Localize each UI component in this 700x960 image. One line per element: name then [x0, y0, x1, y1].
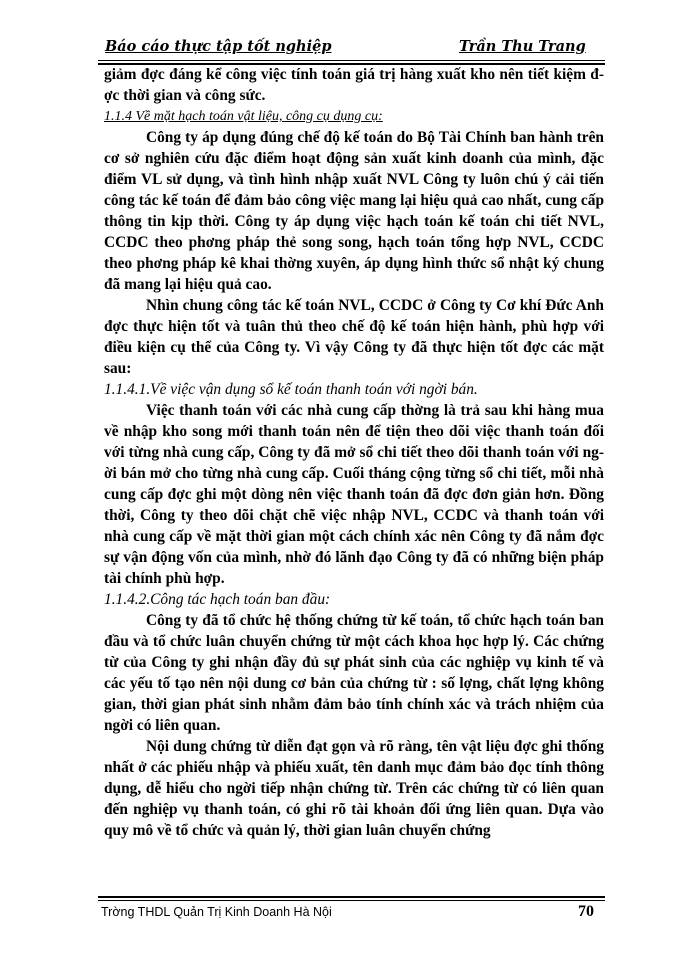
section-heading-1-1-4: 1.1.4 Về mặt hạch toán vật liệu, công cụ dụng cụ:: [104, 109, 383, 124]
footer-school: Trờng THDL Quản Trị Kinh Doanh Hà Nội: [101, 905, 332, 919]
header-rule: [98, 60, 605, 61]
paragraph: Nhìn chung công tác kế toán NVL, CCDC ở Công ty Cơ khí Đức Anh đợc thực hiện tốt và tuân thủ theo chế độ kế toán hiện hành, phù hợp với điều kiện cụ thể của Công ty. Vì vậy Công ty đã thực hiện tốt đợc các mặt sau:: [104, 297, 604, 377]
paragraph: Việc thanh toán với các nhà cung cấp thờng là trả sau khi hàng mua về nhập kho song mới thanh toán nên để tiện theo dõi việc thanh toán đối với từng nhà cung cấp, Công ty đã mở sổ chi tiết theo dõi thanh toán với ngời bán mở cho từng nhà cung cấp. Cuối tháng cộng từng sổ chi tiết, mỗi nhà cung cấp đợc ghi một dòng nên việc thanh toán đã đợc đơn giản hơn. Đồng thời, Công ty theo dõi chặt chẽ việc nhập NVL, CCDC và thanh toán với nhà cung cấp về mặt thời gian một cách chính xác nên Công ty đã nắm đợc sự vận động vốn của mình, nhờ đó lãnh đạo Công ty đã có những biện pháp tài chính phù hợp.: [104, 402, 604, 587]
paragraph: Công ty đã tổ chức hệ thống chứng từ kế toán, tổ chức hạch toán ban đầu và tổ chức luân chuyển chứng từ một cách khoa học hợp lý. Các chứng từ của Công ty ghi nhận đầy đủ sự phát sinh của các nghiệp vụ kinh tế và các yếu tố tạo nên nội dung cơ bản của chứng từ : số lợng, chất lợng không gian, thời gian phát sinh nhằm đảm bảo tính chính xác và trách nhiệm của ngời có liên quan.: [104, 612, 604, 734]
header-author: Trần Thu Trang: [459, 38, 586, 55]
header-title: Báo cáo thực tập tốt nghiệp: [105, 38, 332, 55]
paragraph: Công ty áp dụng đúng chế độ kế toán do Bộ Tài Chính ban hành trên cơ sở nghiên cứu đặc điểm hoạt động sản xuất kinh doanh của mình, đặc điểm VL sử dụng, và tình hình nhập xuất NVL Công ty luôn chú ý cải tiến công tác kế toán để đảm bảo công việc mang lại hiệu quả cao nhất, cung cấp thông tin kịp thời. Công ty áp dụng việc hạch toán kế toán chi tiết NVL, CCDC theo phơng pháp thẻ song song, hạch toán tổng hợp NVL, CCDC theo phơng pháp kê khai thờng xuyên, áp dụng hình thức sổ nhật ký chung đã mang lại hiệu quả cao.: [104, 129, 604, 293]
paragraph: giảm đợc đáng kể công việc tính toán giá trị hàng xuất kho nên tiết kiệm đợc thời gian và công sức.: [104, 66, 604, 104]
section-heading-1-1-4-1: 1.1.4.1.Về việc vận dụng sổ kế toán thanh toán với ngời bán.: [104, 381, 478, 398]
footer-rule-thick: [98, 896, 605, 898]
section-heading-1-1-4-2: 1.1.4.2.Công tác hạch toán ban đầu:: [104, 591, 331, 608]
page-number: 70: [578, 903, 594, 920]
document-body: [104, 64, 604, 841]
footer-rule: [98, 900, 605, 901]
paragraph: Nội dung chứng từ diễn đạt gọn và rõ ràng, tên vật liệu đợc ghi thống nhất ở các phiếu nhập và phiếu xuất, tên danh mục đảm bảo đọc tính thông dụng, dễ hiểu cho ngời tiếp nhận chứng từ. Trên các chứng từ có liên quan đến nghiệp vụ thanh toán, có ghi rõ tài khoản đối ứng liên quan. Dựa vào quy mô về tổ chức và quản lý, thời gian luân chuyển chứng: [104, 738, 604, 839]
